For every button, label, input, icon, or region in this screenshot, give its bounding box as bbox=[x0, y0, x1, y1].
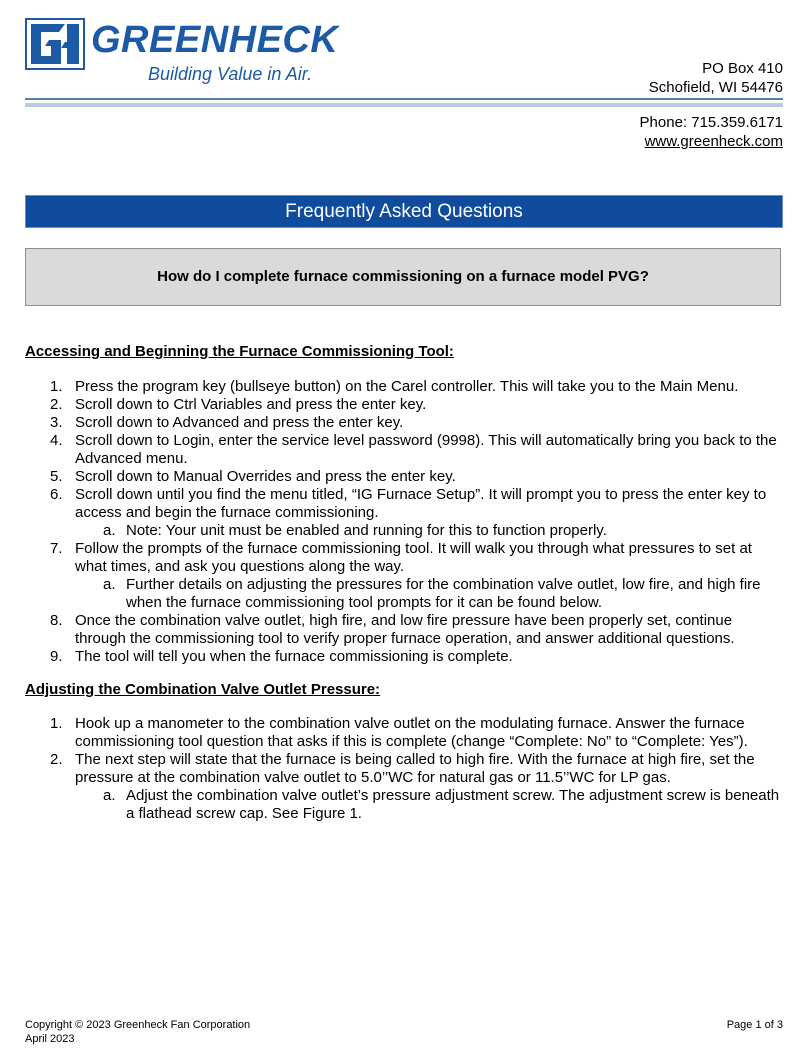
item-text: Hook up a manometer to the combination valve outlet on the modulating furnace. Answer the furnace commissioning tool question that asks if this is complete (change “Complete: No” to “Complete: Yes”). bbox=[75, 715, 748, 750]
item-text: Scroll down to Login, enter the service level password (9998). This will automatically bring you back to the Advanced menu. bbox=[75, 432, 777, 467]
section2-heading: Adjusting the Combination Valve Outlet Pressure: bbox=[25, 681, 381, 698]
item-number: 2. bbox=[50, 396, 63, 413]
sub-list-item bbox=[75, 576, 785, 612]
item-number: 9. bbox=[50, 648, 63, 665]
item-text: Further details on adjusting the pressures for the combination valve outlet, low fire, and high fire when the furnace commissioning tool prompts for it can be found below. bbox=[126, 576, 761, 611]
logo-tagline: Building Value in Air. bbox=[148, 64, 313, 84]
item-text: Scroll down to Manual Overrides and press the enter key. bbox=[75, 468, 456, 485]
item-text: The next step will state that the furnace is being called to high fire. With the furnace at high fire, set the pressure at the combination valve outlet to 5.0’’WC for natural gas or 11.5’’WC for LP gas. bbox=[75, 751, 755, 786]
page-title: Frequently Asked Questions bbox=[25, 195, 783, 228]
item-text: The tool will tell you when the furnace commissioning is complete. bbox=[75, 648, 513, 665]
footer-date: April 2023 bbox=[25, 1033, 75, 1045]
section1-list bbox=[25, 378, 785, 666]
list-item bbox=[25, 468, 785, 486]
sub-list-item bbox=[75, 522, 785, 540]
item-letter: a. bbox=[103, 576, 116, 593]
section2-list bbox=[25, 715, 785, 823]
list-item bbox=[25, 648, 785, 666]
item-text: Adjust the combination valve outlet’s pressure adjustment screw. The adjustment screw is beneath a flathead screw cap. See Figure 1. bbox=[126, 787, 780, 822]
footer-page-number: Page 1 of 3 bbox=[726, 1019, 783, 1031]
address-city: Schofield, WI 54476 bbox=[648, 79, 783, 96]
list-item bbox=[25, 378, 785, 396]
item-number: 6. bbox=[50, 486, 63, 503]
footer-copyright: Copyright © 2023 Greenheck Fan Corporation bbox=[25, 1019, 251, 1031]
item-number: 5. bbox=[50, 468, 63, 485]
item-text: Note: Your unit must be enabled and running for this to function properly. bbox=[126, 522, 607, 539]
item-number: 2. bbox=[50, 751, 63, 768]
item-letter: a. bbox=[103, 787, 116, 804]
item-text: Scroll down until you find the menu titled, “IG Furnace Setup”. It will prompt you to press the enter key to access and begin the furnace commissioning. bbox=[75, 486, 767, 521]
list-item bbox=[25, 432, 785, 468]
header-divider-light bbox=[25, 103, 783, 107]
phone-number: Phone: 715.359.6171 bbox=[639, 114, 783, 131]
item-text: Scroll down to Ctrl Variables and press the enter key. bbox=[75, 396, 427, 413]
list-item bbox=[25, 414, 785, 432]
item-text: Follow the prompts of the furnace commissioning tool. It will walk you through what pressures to set at what times, and ask you questions along the way. bbox=[75, 540, 752, 575]
logo-wordmark: GREENHECK bbox=[91, 19, 339, 61]
greenheck-logo-icon bbox=[25, 18, 87, 70]
item-number: 1. bbox=[50, 715, 63, 732]
item-number: 1. bbox=[50, 378, 63, 395]
item-number: 7. bbox=[50, 540, 63, 557]
header-divider bbox=[25, 98, 783, 100]
item-text: Press the program key (bullseye button) on the Carel controller. This will take you to the Main Menu. bbox=[75, 378, 739, 395]
item-number: 3. bbox=[50, 414, 63, 431]
website-link[interactable]: www.greenheck.com bbox=[644, 133, 783, 150]
list-item bbox=[25, 540, 785, 612]
list-item bbox=[25, 396, 785, 414]
item-text: Scroll down to Advanced and press the enter key. bbox=[75, 414, 404, 431]
list-item bbox=[25, 715, 785, 751]
item-number: 8. bbox=[50, 612, 63, 629]
item-number: 4. bbox=[50, 432, 63, 449]
address-po-box: PO Box 410 bbox=[702, 60, 783, 77]
section1-heading: Accessing and Beginning the Furnace Commissioning Tool: bbox=[25, 343, 454, 360]
list-item bbox=[25, 751, 785, 823]
item-letter: a. bbox=[103, 522, 116, 539]
list-item bbox=[25, 612, 785, 648]
list-item bbox=[25, 486, 785, 540]
question-box: How do I complete furnace commissioning on a furnace model PVG? bbox=[25, 248, 781, 306]
item-text: Once the combination valve outlet, high fire, and low fire pressure have been properly set, continue through the commissioning tool to verify proper furnace operation, and answer additional questions. bbox=[75, 612, 735, 647]
sub-list-item bbox=[75, 787, 785, 823]
